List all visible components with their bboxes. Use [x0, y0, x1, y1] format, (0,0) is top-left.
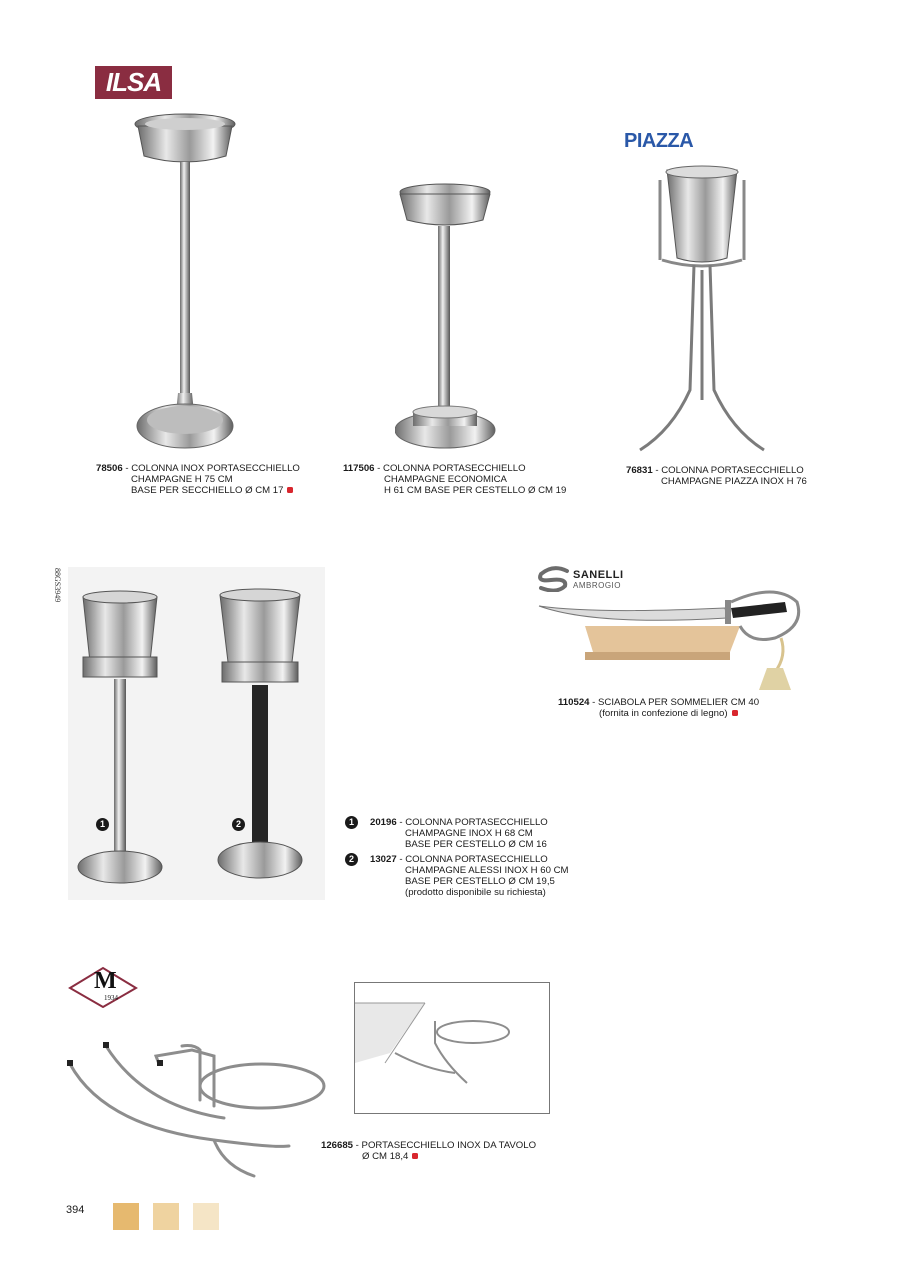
product-desc: BASE PER CESTELLO Ø CM 19,5: [405, 876, 555, 887]
product-desc: H 61 CM BASE PER CESTELLO Ø CM 19: [384, 485, 567, 496]
product-desc: CHAMPAGNE ALESSI INOX H 60 CM: [405, 865, 569, 876]
product-desc: SCIABOLA PER SOMMELIER CM 40: [598, 697, 760, 708]
red-availability-marker: [732, 710, 738, 716]
product-code: 78506: [96, 463, 123, 474]
product-desc: COLONNA INOX PORTASECCHIELLO: [131, 463, 300, 474]
product-code: 13027: [370, 854, 397, 865]
product-code: 20196: [370, 817, 397, 828]
product-image-20196-13027: [68, 567, 325, 900]
inset-image-126685-in-use: [355, 983, 549, 1113]
product-desc: CHAMPAGNE INOX H 68 CM: [405, 828, 533, 839]
product-desc: (fornita in confezione di legno): [599, 708, 728, 719]
product-code: 117506: [343, 463, 375, 474]
caption-badge-1: 1: [345, 816, 358, 829]
caption-badge-2: 2: [345, 853, 358, 866]
photo-panel-ice-bucket-stands: [68, 567, 325, 900]
product-caption-13027: 13027 - COLONNA PORTASECCHIELLO CHAMPAGNE ALESSI INOX H 60 CM BASE PER CESTELLO Ø CM 19,5 (prodotto disponibile su richiesta): [370, 854, 569, 898]
photo-badge-1: 1: [96, 818, 109, 831]
photo-badge-2: 2: [232, 818, 245, 831]
product-desc: CHAMPAGNE PIAZZA INOX H 76: [661, 476, 807, 487]
product-desc: Ø CM 18,4: [362, 1151, 409, 1162]
mepra-logo-letter: M: [94, 968, 117, 994]
color-swatch-2: [153, 1203, 179, 1230]
product-caption-110524: 110524 - SCIABOLA PER SOMMELIER CM 40 (fornita in confezione di legno): [558, 697, 760, 719]
mepra-logo-year: 1934: [104, 994, 118, 1002]
product-image-76831: [632, 160, 772, 460]
product-code: 110524: [558, 697, 590, 708]
product-desc: CHAMPAGNE ECONOMICA: [384, 474, 507, 485]
product-caption-78506: 78506 - COLONNA INOX PORTASECCHIELLO CHAMPAGNE H 75 CM BASE PER SECCHIELLO Ø CM 17: [96, 463, 300, 496]
product-desc: COLONNA PORTASECCHIELLO: [661, 465, 804, 476]
product-caption-20196: 20196 - COLONNA PORTASECCHIELLO CHAMPAGNE INOX H 68 CM BASE PER CESTELLO Ø CM 16: [370, 817, 548, 850]
product-desc: COLONNA PORTASECCHIELLO: [383, 463, 526, 474]
side-catalog-code: 88GS3949: [53, 568, 62, 603]
red-availability-marker: [412, 1153, 418, 1159]
product-caption-117506: 117506 - COLONNA PORTASECCHIELLO CHAMPAGNE ECONOMICA H 61 CM BASE PER CESTELLO Ø CM 19: [343, 463, 567, 496]
product-caption-76831: 76831 - COLONNA PORTASECCHIELLO CHAMPAGNE PIAZZA INOX H 76: [626, 465, 807, 487]
product-desc: PORTASECCHIELLO INOX DA TAVOLO: [361, 1140, 537, 1151]
page-number: 394: [66, 1204, 85, 1216]
product-desc: COLONNA PORTASECCHIELLO: [405, 854, 548, 865]
piazza-logo: PIAZZA: [624, 130, 694, 152]
product-image-126685: [64, 1036, 334, 1178]
color-swatch-1: [113, 1203, 139, 1230]
ilsa-logo: ILSA: [95, 66, 172, 99]
red-availability-marker: [287, 487, 293, 493]
product-caption-126685: 126685 - PORTASECCHIELLO INOX DA TAVOLO Ø CM 18,4: [321, 1140, 537, 1162]
sanelli-logo-subtext: AMBROGIO: [573, 581, 622, 590]
product-desc: (prodotto disponibile su richiesta): [405, 887, 546, 898]
product-image-110524: [535, 586, 820, 691]
product-image-78506: [130, 108, 240, 453]
product-desc: CHAMPAGNE H 75 CM: [131, 474, 233, 485]
color-swatch-3: [193, 1203, 219, 1230]
product-desc: BASE PER CESTELLO Ø CM 16: [405, 839, 547, 850]
product-code: 76831: [626, 465, 653, 476]
product-desc: COLONNA PORTASECCHIELLO: [405, 817, 548, 828]
product-desc: BASE PER SECCHIELLO Ø CM 17: [131, 485, 284, 496]
product-image-117506: [395, 182, 500, 452]
sanelli-logo-text: SANELLI: [573, 569, 624, 581]
product-code: 126685: [321, 1140, 354, 1151]
inset-photo-frame: [354, 982, 550, 1114]
